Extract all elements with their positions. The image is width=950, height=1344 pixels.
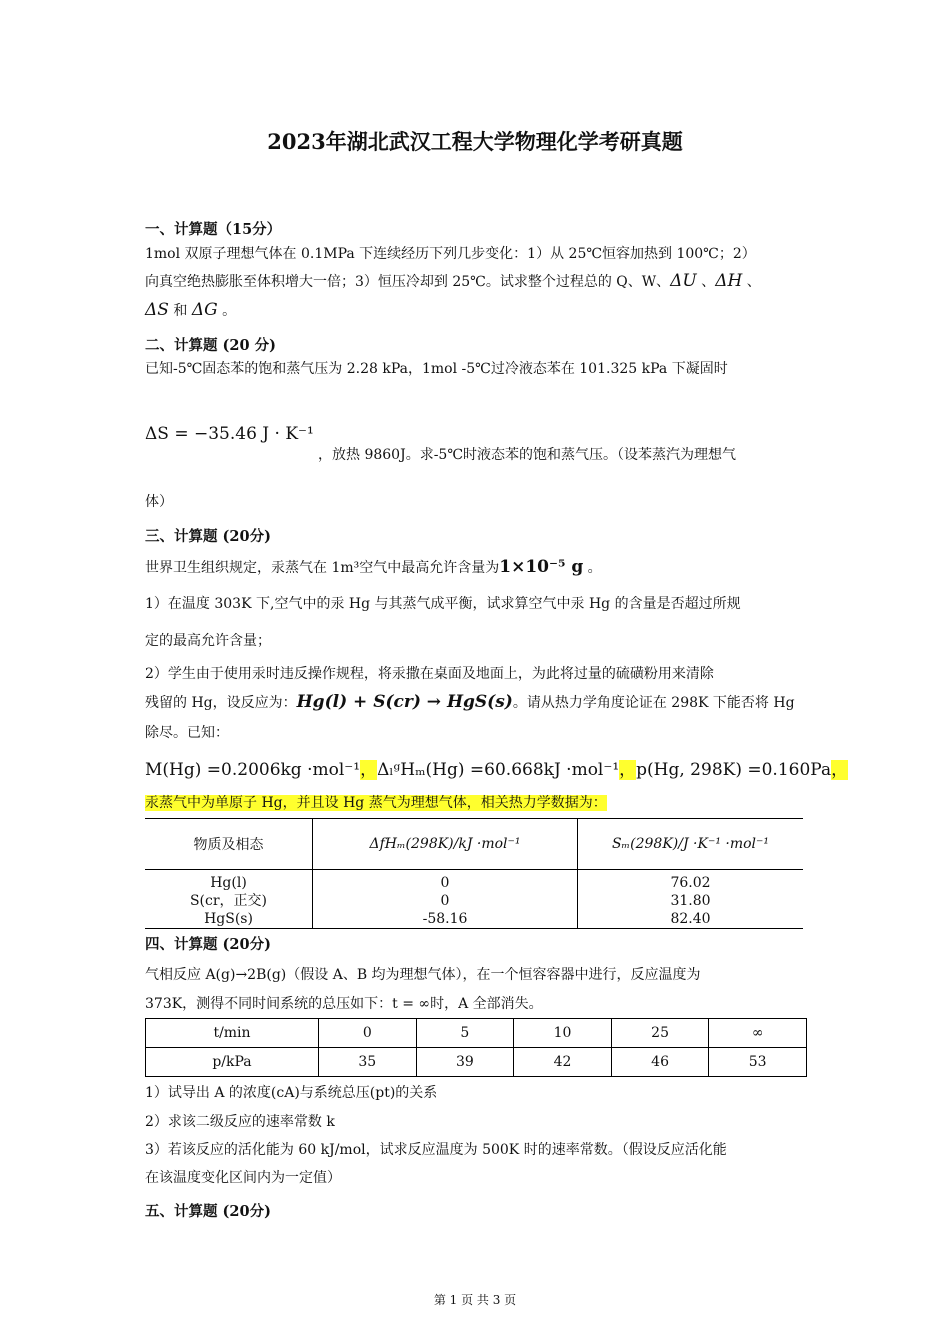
q3-heading: 三、计算题 (20分) [145,528,271,545]
q3-limit: 1×10⁻⁵ g [499,557,584,577]
page-title: 2023年湖北武汉工程大学物理化学考研真题 [267,129,683,154]
q3-line6: 除尽。已知： [145,725,229,741]
table-header-cell: 物质及相态 [145,819,313,870]
table-cell: -58.16 [313,910,578,929]
q4-sub3a: 3）若该反应的活化能为 60 kJ/mol，试求反应温度为 500K 时的速率常数。（假设反应活化能 [145,1142,727,1158]
table-cell: 0 [319,1019,417,1048]
q1-dU: ΔU [670,271,697,291]
table-cell: 39 [416,1048,514,1077]
table-header-row [145,819,803,870]
q2-line3: 体） [145,494,173,510]
table-cell: ∞ [709,1019,807,1048]
q4-line2: 373K，测得不同时间系统的总压如下：t = ∞时，A 全部消失。 [145,996,543,1012]
q3-given-enthalpy: ΔₗᵍHₘ(Hg) =60.668kJ ·mol⁻¹ [377,760,620,780]
q5-heading: 五、计算题 (20分) [145,1203,271,1220]
table-header-cell: ΔfHₘ(298K)/kJ ·mol⁻¹ [313,819,578,870]
q1-sep1: 、 [696,274,716,290]
q1-line2 [145,271,761,291]
q3-comma3: ， [831,760,849,780]
table-cell: 46 [611,1048,709,1077]
table-cell: 25 [611,1019,709,1048]
q3-line1 [145,557,602,577]
q1-line2-text: 向真空绝热膨胀至体积增大一倍；3）恒压冷却到 25℃。试求整个过程总的 Q、W、 [145,274,671,290]
q3-line7 [145,792,607,812]
q2-line1: 已知-5℃固态苯的饱和蒸气压为 2.28 kPa，1mol -5℃过冷液态苯在 101.325 kPa 下凝固时 [145,361,728,377]
q2-heading: 二、计算题 (20 分) [145,337,276,354]
q3-line1-text: 世界卫生组织规定，汞蒸气在 1m³空气中最高允许含量为 [145,560,500,576]
q1-heading: 一、计算题（15分） [145,221,282,238]
q3-line1-end: 。 [583,560,602,576]
table-header-cell: Sₘ(298K)/J ·K⁻¹ ·mol⁻¹ [578,819,804,870]
table-cell: 31.80 [578,892,804,910]
q3-line4: 2）学生由于使用汞时违反操作规程，将汞撒在桌面及地面上，为此将过量的硫磺粉用来清除 [145,666,714,682]
q1-line3 [145,300,236,320]
table-cell: p/kPa [146,1048,319,1077]
table-cell: 42 [514,1048,612,1077]
q3-line5-text: 残留的 Hg，设反应为： [145,695,297,711]
q3-line7-text: 汞蒸气中为单原子 Hg，并且设 Hg 蒸气为理想气体，相关热力学数据为： [145,795,607,811]
table-row [145,870,803,893]
q3-comma2: ， [619,760,637,780]
q4-line1: 气相反应 A(g)→2B(g)（假设 A、B 均为理想气体），在一个恒容容器中进行，反应温度为 [145,967,701,983]
q3-given [145,755,848,780]
table-cell: S(cr，正交) [189,893,268,909]
q3-line2: 1）在温度 303K 下,空气中的汞 Hg 与其蒸气成平衡，试求算空气中汞 Hg 的含量是否超过所规 [145,596,741,612]
table-row [145,892,803,910]
thermo-data-table [145,818,803,929]
table-cell: 0 [313,870,578,893]
q2-line2: ，放热 9860J。求-5℃时液态苯的饱和蒸气压。（设苯蒸汽为理想气 [318,447,736,463]
page-footer: 第 1 页 共 3 页 [433,1293,517,1307]
pressure-time-table [145,1018,807,1077]
table-cell: 10 [514,1019,612,1048]
q1-and: 和 [168,303,192,319]
q3-line5-end: 。请从热力学角度论证在 298K 下能否将 Hg [512,695,795,711]
table-row [145,910,803,929]
table-cell: 53 [709,1048,807,1077]
q1-sep2: 、 [742,274,761,290]
q3-given-mass: M(Hg) =0.2006kg ·mol⁻¹ [145,760,361,780]
q4-heading: 四、计算题 (20分) [145,936,271,953]
q3-reaction: Hg(l) + S(cr) → HgS(s) [296,692,513,712]
q1-dH: ΔH [715,271,743,291]
table-cell: 35 [319,1048,417,1077]
table-cell: 5 [416,1019,514,1048]
table-cell: HgS(s) [145,910,313,929]
table-cell: 76.02 [578,870,804,893]
q4-sub3b: 在该温度变化区间内为一定值） [145,1170,341,1186]
table-cell: 0 [313,892,578,910]
table-cell: Hg(l) [210,875,247,891]
q1-end: 。 [217,303,237,319]
q2-formula: ΔS = −35.46 J · K⁻¹ [145,424,314,444]
table-row [146,1048,807,1077]
q3-line5 [145,692,795,712]
q3-given-pressure: p(Hg, 298K) =0.160Pa [636,760,832,780]
q1-dG: ΔG [191,300,218,320]
q1-dS: ΔS [145,300,169,320]
q4-sub2: 2）求该二级反应的速率常数 k [145,1114,335,1130]
table-cell: t/min [146,1019,319,1048]
table-row [146,1019,807,1048]
q4-sub1: 1）试导出 A 的浓度(cA)与系统总压(pt)的关系 [145,1085,438,1101]
q1-line1: 1mol 双原子理想气体在 0.1MPa 下连续经历下列几步变化：1）从 25℃恒容加热到 100℃；2） [145,246,756,262]
q3-comma1: ， [360,760,378,780]
table-cell: 82.40 [578,910,804,929]
q3-line3: 定的最高允许含量； [145,633,271,649]
